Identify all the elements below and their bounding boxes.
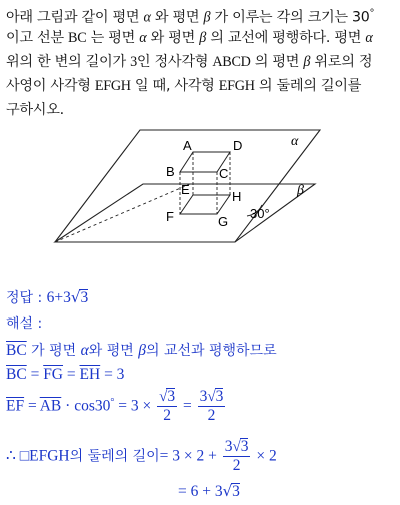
- solution-step-4: ∴ □EFGH의 둘레의 길이= 3 × 2 + $\frac{3√3}{2}$ × 2: [6, 438, 277, 474]
- solution-step-2: $\overline{BC} = \overline{FG} = \overline{EH} = 3$: [6, 366, 125, 383]
- label-B: B: [166, 164, 175, 179]
- square-efgh: [180, 195, 230, 214]
- fraction: $\frac{3√3}{2}$: [224, 438, 249, 474]
- solution-label: 해설 :: [6, 316, 43, 332]
- question-line-4: 사영이 사각형 EFGH 일 때, 사각형 EFGH 의 둘레의 길이를: [6, 78, 362, 94]
- label-G: G: [218, 214, 229, 229]
- label-H: H: [232, 189, 242, 204]
- label-alpha: α: [291, 134, 299, 149]
- solution-step-5: = 6 + 3√3: [178, 482, 240, 500]
- fraction: $\frac{√3}{2}$: [159, 388, 176, 424]
- solution-step-3: $\overline{EF} = \overline{AB} \cdot \cos 30^\circ = 3$ × $\frac{√3}{2}$ = $\frac{3√3}{2}$: [6, 388, 224, 424]
- question-line-2: 이고 선분 BC 는 평면 α 와 평면 β 의 교선에 평행하다. 평면 α: [6, 30, 373, 46]
- question-line-3: 위의 한 변의 길이가 3인 정사각형 ABCD 의 평면 β 위로의 정: [6, 54, 373, 70]
- label-C: C: [219, 166, 229, 181]
- label-angle: 30°: [250, 206, 270, 221]
- label-beta: β: [297, 183, 304, 198]
- answer-line: 정답 : 6+3√3: [6, 288, 89, 306]
- geometry-figure: [0, 128, 400, 260]
- fraction: $\frac{3√3}{2}$: [199, 388, 224, 424]
- label-A: A: [183, 138, 192, 153]
- question-line-5: 구하시오.: [6, 102, 64, 118]
- question-text: [6, 2, 398, 122]
- question-line-1: 아래 그림과 같이 평면 α 와 평면 β 가 이루는 각의 크기는 30°: [6, 8, 375, 26]
- label-E: E: [181, 182, 190, 197]
- label-D: D: [233, 138, 243, 153]
- label-F: F: [166, 209, 174, 224]
- solution-step-1: $\overline{BC}$ 가 평면 α와 평면 β의 교선과 평행하므로: [6, 342, 277, 359]
